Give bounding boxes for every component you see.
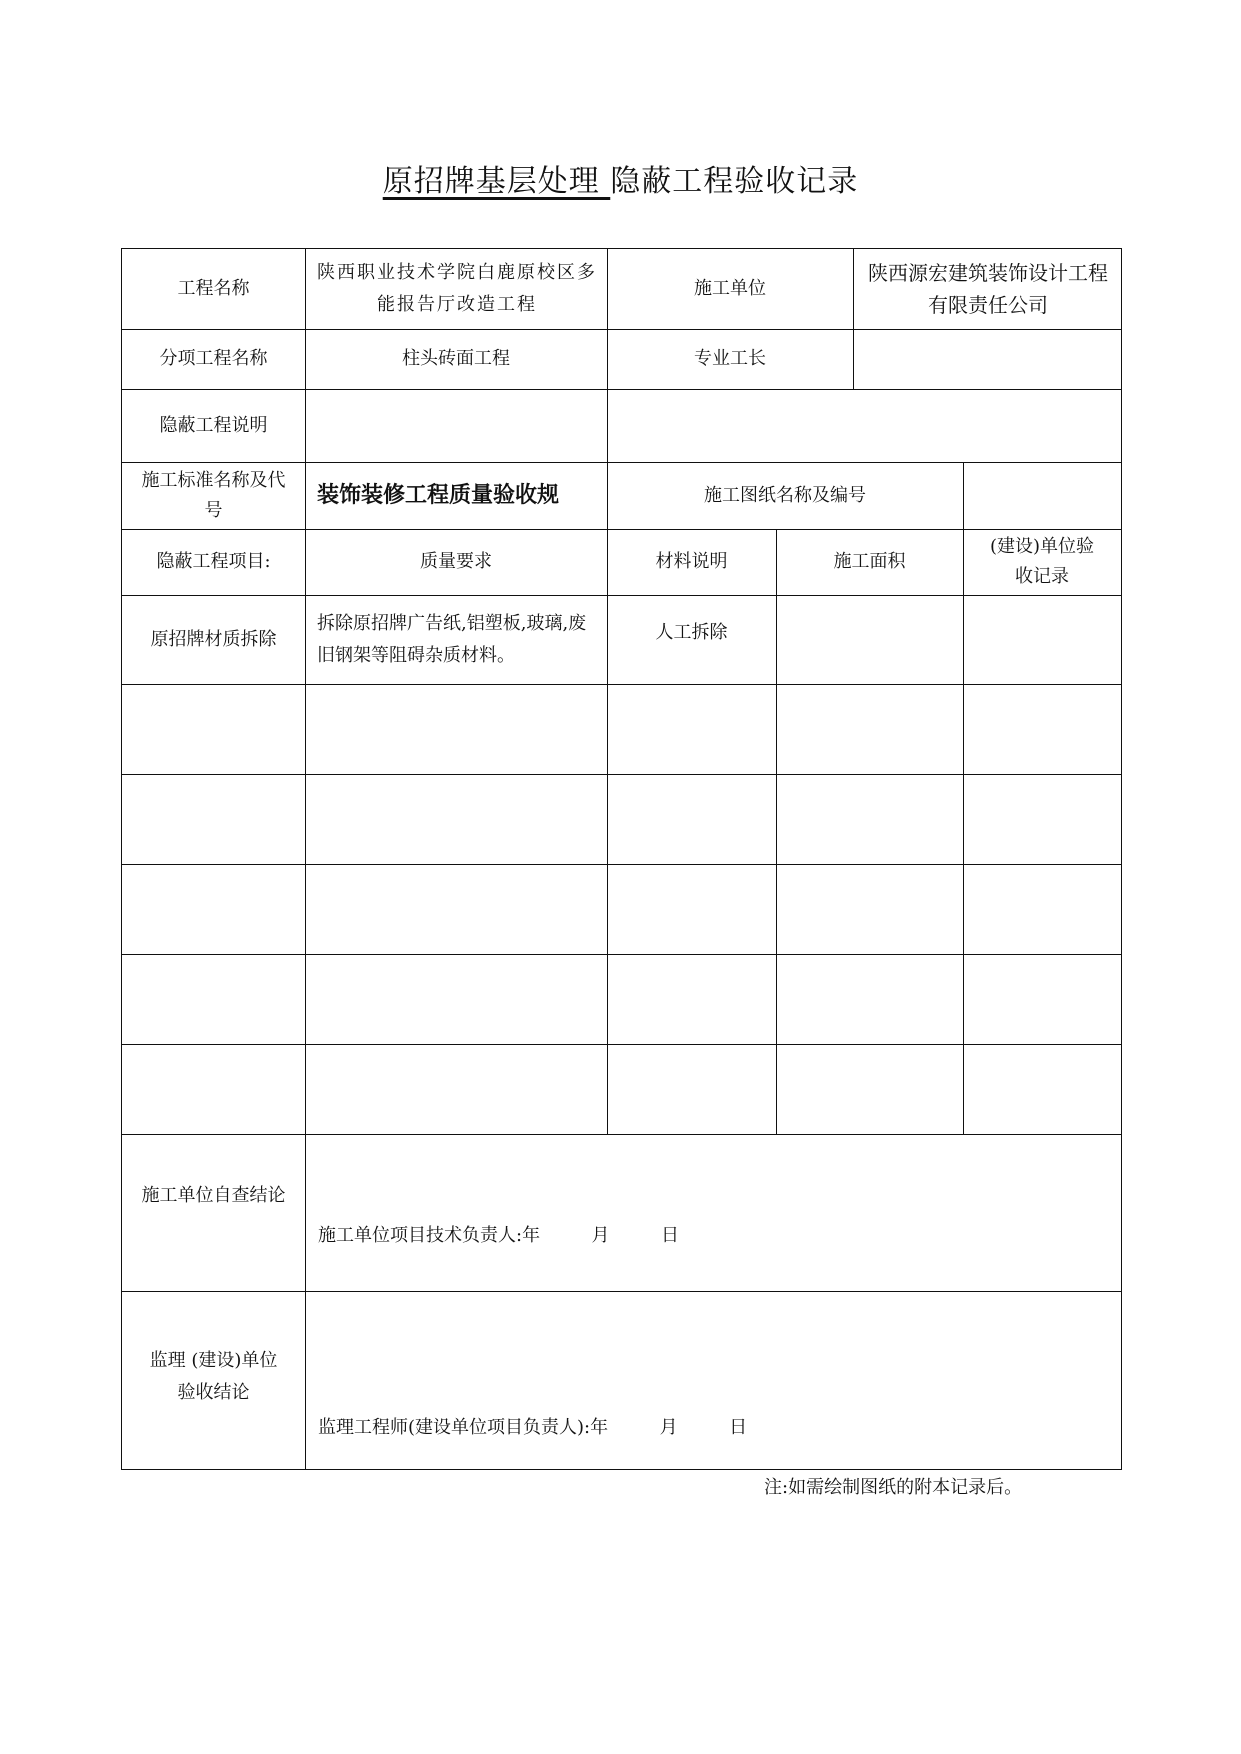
header-quality: 质量要求: [420, 551, 492, 572]
foreman-label: 专业工长: [694, 348, 766, 369]
sub-project-value: 柱头砖面工程: [402, 348, 510, 369]
header-acceptance: (建设)单位验收记录: [989, 536, 1095, 587]
project-name-label: 工程名称: [177, 277, 250, 299]
supervision-label: 监理 (建设)单位验收结论: [149, 1350, 278, 1403]
standard-label: 施工标准名称及代号: [141, 469, 286, 521]
description-value: [305, 389, 1121, 462]
foreman-value: [853, 329, 1121, 389]
drawing-value: [963, 462, 1121, 529]
table-row-area: [776, 595, 963, 684]
header-material: 材料说明: [655, 551, 728, 572]
table-row-quality: 拆除原招牌广告纸,铝塑板,玻璃,废旧钢架等阻碍杂质材料。: [317, 612, 587, 666]
sub-project-label: 分项工程名称: [159, 348, 268, 369]
table-row-acceptance: [963, 595, 1121, 684]
project-name-value: 陕西职业技术学院白鹿原校区多能报告厅改造工程: [317, 261, 597, 315]
title-underlined-part: 原招牌基层处理: [382, 164, 611, 199]
contractor-label: 施工单位: [694, 277, 766, 299]
table-row-item: 原招牌材质拆除: [150, 628, 277, 650]
header-item: 隐蔽工程项目:: [156, 551, 271, 572]
self-check-signature: 施工单位项目技术负责人:年 月 日: [318, 1225, 680, 1246]
self-check-label: 施工单位自查结论: [141, 1185, 286, 1206]
standard-value: 装饰装修工程质量验收规: [317, 482, 560, 508]
header-area: 施工面积: [833, 551, 906, 572]
document-title: [0, 162, 1241, 202]
table-row-material: 人工拆除: [655, 622, 728, 643]
title-rest: 隐蔽工程验收记录: [610, 164, 859, 199]
supervision-signature: 监理工程师(建设单位项目负责人):年 月 日: [318, 1417, 748, 1438]
contractor-value: 陕西源宏建筑装饰设计工程有限责任公司: [868, 260, 1108, 317]
drawing-label: 施工图纸名称及编号: [704, 484, 866, 506]
description-label: 隐蔽工程说明: [159, 414, 268, 436]
footnote: 注:如需绘制图纸的附本记录后。: [764, 1477, 1023, 1498]
